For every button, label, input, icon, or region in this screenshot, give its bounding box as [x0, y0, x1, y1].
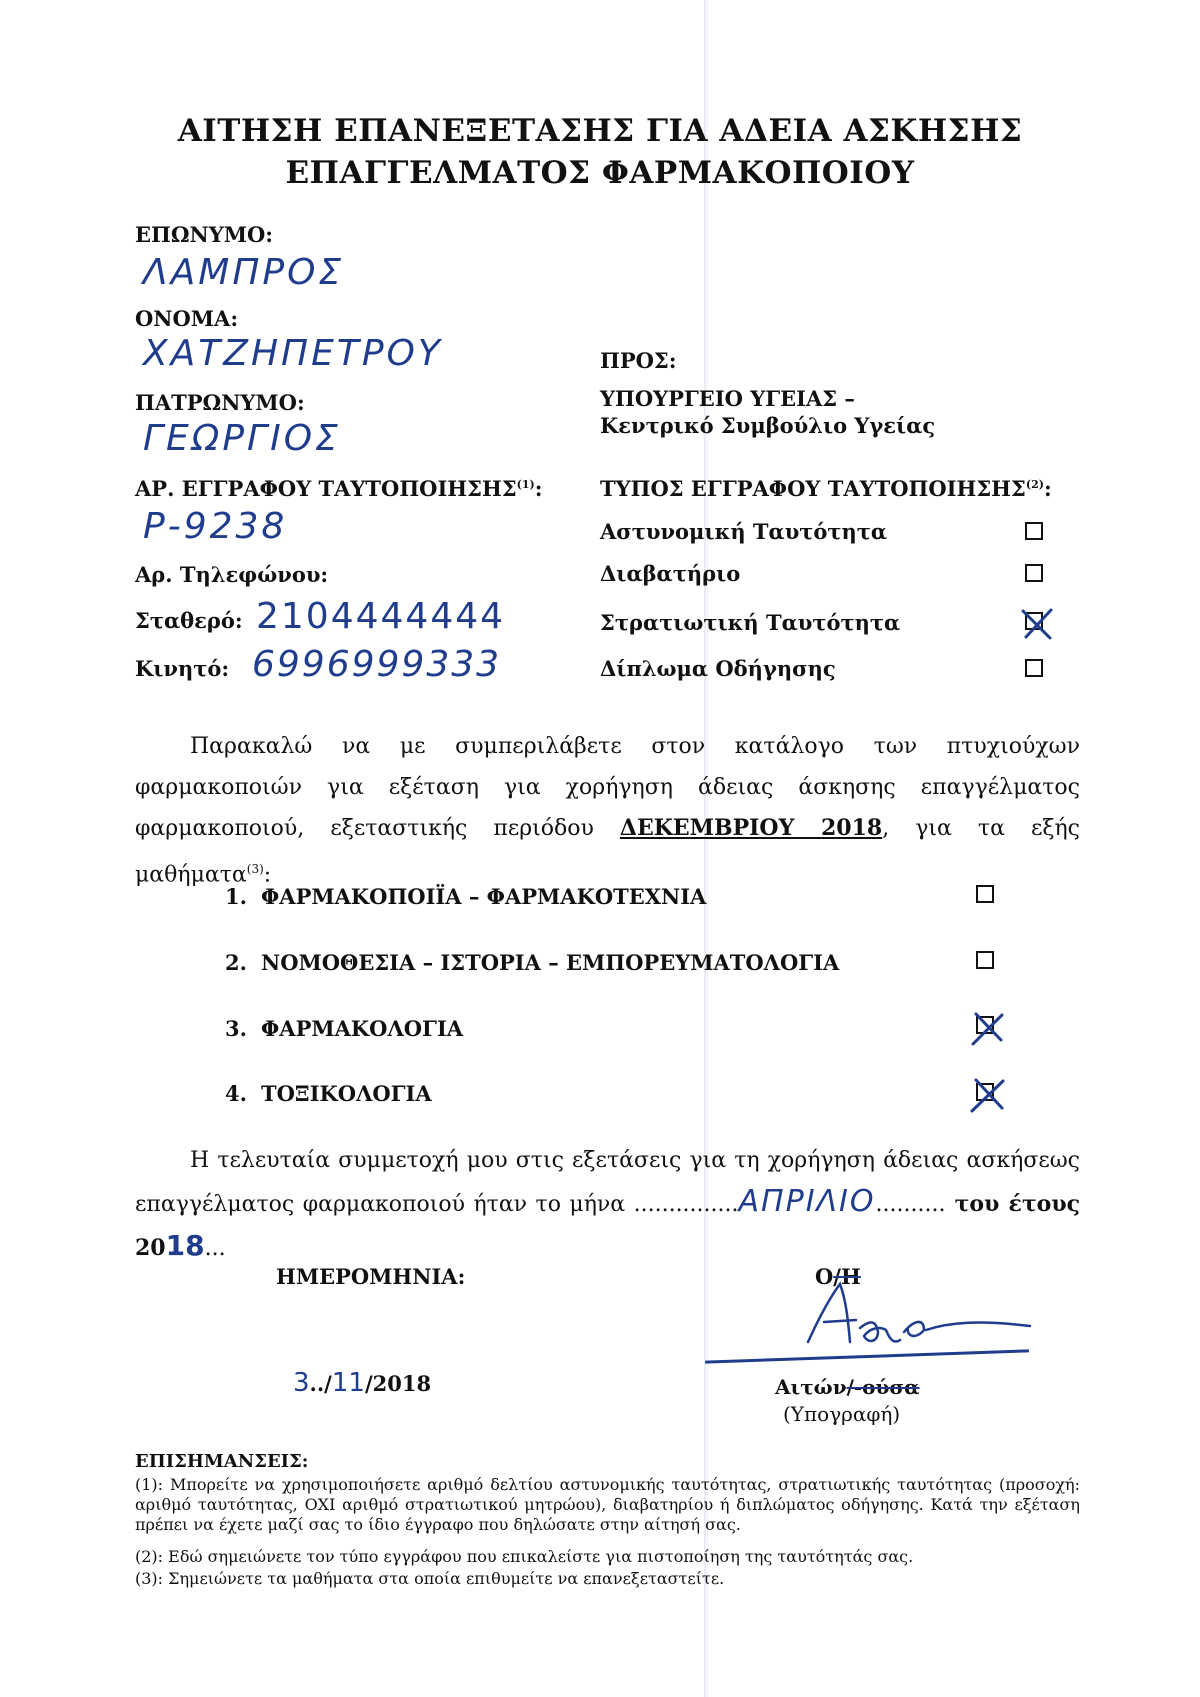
id-type-heading-text: ΤΥΠΟΣ ΕΓΓΡΑΦΟΥ ΤΑΥΤΟΠΟΙΗΣΗΣ	[600, 476, 1026, 501]
course-num-2: 2.	[225, 950, 247, 975]
id-type-heading-colon: :	[1043, 476, 1052, 501]
surname-value: ΛΑΜΠΡΟΣ	[143, 252, 345, 293]
date-day: 3	[293, 1368, 310, 1398]
id-type-checkbox-police-id[interactable]	[1025, 522, 1043, 540]
id-type-option-military-id: Στρατιωτική Ταυτότητα	[600, 610, 901, 635]
request-text-c: :	[263, 862, 272, 888]
recipient-label: ΠΡΟΣ:	[600, 348, 677, 373]
check-x-mark-icon	[968, 1075, 1008, 1115]
footnote-ref-1: (1)	[516, 478, 535, 491]
last-exam-year-suffix: 18	[165, 1229, 205, 1262]
signatory-label-struck: /Η	[833, 1264, 861, 1289]
course-checkbox-1[interactable]	[976, 885, 994, 903]
applicant-label-struck: /-ούσα	[846, 1375, 920, 1399]
id-type-checkbox-driving-licence[interactable]	[1025, 659, 1043, 677]
phone-label: Αρ. Τηλεφώνου:	[135, 562, 329, 587]
check-x-mark-icon	[1017, 604, 1057, 644]
note-2: (2): Εδώ σημειώνετε τον τύπο εγγράφου που επικαλείστε για πιστοποίηση της ταυτότητάς σας.	[135, 1547, 914, 1566]
last-exam-month: ΑΠΡΙΛΙΟ	[738, 1184, 876, 1219]
last-participation-text-b: του έτους 20	[135, 1191, 1080, 1261]
recipient-ministry: ΥΠΟΥΡΓΕΙΟ ΥΓΕΙΑΣ –	[600, 386, 855, 411]
course-name-1: ΦΑΡΜΑΚΟΠΟΙΪΑ – ΦΑΡΜΑΚΟΤΕΧΝΙΑ	[261, 884, 707, 909]
date-year: /2018	[364, 1371, 432, 1396]
date-value	[293, 1368, 431, 1398]
name-value: ΧΑΤΖΗΠΕΤΡΟΥ	[143, 333, 443, 374]
footnote-ref-3: (3)	[246, 862, 264, 876]
id-number-label-colon: :	[534, 476, 543, 501]
landline-value: 2104444444	[256, 596, 506, 637]
notes-heading: ΕΠΙΣΗΜΑΝΣΕΙΣ:	[135, 1451, 309, 1472]
id-type-checkbox-passport[interactable]	[1025, 564, 1043, 582]
id-type-option-passport: Διαβατήριο	[600, 561, 741, 586]
id-type-option-police-id: Αστυνομική Ταυτότητα	[600, 519, 888, 544]
id-type-checkbox-military-id[interactable]	[1025, 612, 1043, 630]
applicant-label-prefix: Αιτών	[775, 1375, 847, 1399]
surname-label: ΕΠΩΝΥΜΟ:	[135, 222, 274, 247]
document-title-line1: ΑΙΤΗΣΗ ΕΠΑΝΕΞΕΤΑΣΗΣ ΓΙΑ ΑΔΕΙΑ ΑΣΚΗΣΗΣ	[177, 113, 1023, 149]
course-num-4: 4.	[225, 1081, 247, 1106]
mobile-value: 6996999333	[252, 644, 502, 685]
course-checkbox-2[interactable]	[976, 951, 994, 969]
course-num-1: 1.	[225, 884, 247, 909]
id-type-heading	[600, 476, 1052, 501]
check-x-mark-icon	[968, 1008, 1008, 1048]
document-title-line2: ΕΠΑΓΓΕΛΜΑΤΟΣ ΦΑΡΜΑΚΟΠΟΙΟΥ	[285, 155, 915, 191]
father-name-value: ΓΕΩΡΓΙΟΣ	[143, 418, 341, 459]
signature-caption: (Υπογραφή)	[783, 1402, 901, 1426]
last-participation-paragraph	[135, 1140, 1080, 1269]
exam-period: ΔΕΚΕΜΒΡΙΟΥ 2018	[619, 815, 883, 841]
date-sep: ../	[309, 1371, 332, 1396]
date-label: ΗΜΕΡΟΜΗΝΙΑ:	[276, 1264, 466, 1289]
course-name-2: ΝΟΜΟΘΕΣΙΑ – ΙΣΤΟΡΙΑ – ΕΜΠΟΡΕΥΜΑΤΟΛΟΓΙΑ	[261, 950, 840, 975]
course-checkbox-3[interactable]	[976, 1016, 994, 1034]
dots: ..........	[875, 1192, 946, 1217]
request-text-a: Παρακαλώ να με συμπεριλάβετε στον κατάλογο των πτυχιούχων φαρμακοποιών για εξέταση για χορήγηση άδειας άσκησης επαγγέλματος φαρμακοποιού, εξεταστικής περιόδου	[135, 734, 1080, 841]
date-month: 11	[331, 1368, 365, 1398]
request-paragraph	[135, 726, 1080, 895]
last-participation-text-a: Η τελευταία συμμετοχή μου στις εξετάσεις για τη χορήγηση άδειας ασκήσεως επαγγέλματος φαρμακοποιού ήταν το μήνα	[135, 1148, 1080, 1217]
dots: ...	[204, 1236, 226, 1261]
mobile-label: Κινητό:	[135, 656, 230, 681]
applicant-label	[775, 1375, 920, 1399]
id-number-value: Ρ-9238	[143, 506, 288, 547]
father-name-label: ΠΑΤΡΩΝΥΜΟ:	[135, 390, 305, 415]
name-label: ΟΝΟΜΑ:	[135, 306, 239, 331]
course-num-3: 3.	[225, 1016, 247, 1041]
course-name-3: ΦΑΡΜΑΚΟΛΟΓΙΑ	[261, 1016, 464, 1041]
note-1: (1): Μπορείτε να χρησιμοποιήσετε αριθμό δελτίου αστυνομικής ταυτότητας, στρατιωτικής ταυτότητας (προσοχή: αριθμό ταυτότητας, ΟΧΙ αριθμό στρατιωτικού μητρώου), διαβατηρίου ή διπλώματος οδήγησης. Κατά την εξέταση πρέπει να έχετε μαζί σας το ίδιο έγγραφο που δηλώσατε στην αίτησή σας.	[135, 1475, 1080, 1534]
landline-label: Σταθερό:	[135, 608, 243, 633]
id-number-label	[135, 476, 543, 501]
signatory-label-prefix: Ο	[815, 1264, 834, 1289]
id-type-option-driving-licence: Δίπλωμα Οδήγησης	[600, 656, 836, 681]
dots: ...............	[633, 1192, 739, 1217]
request-text-b: , για τα εξής μαθήματα	[135, 816, 1080, 888]
id-number-label-text: ΑΡ. ΕΓΓΡΑΦΟΥ ΤΑΥΤΟΠΟΙΗΣΗΣ	[135, 476, 517, 501]
recipient-council: Κεντρικό Συμβούλιο Υγείας	[600, 413, 936, 438]
course-name-4: ΤΟΞΙΚΟΛΟΓΙΑ	[261, 1081, 432, 1106]
course-checkbox-4[interactable]	[976, 1083, 994, 1101]
note-3: (3): Σημειώνετε τα μαθήματα στα οποία επιθυμείτε να επανεξεταστείτε.	[135, 1569, 725, 1588]
footnote-ref-2: (2)	[1025, 478, 1044, 491]
